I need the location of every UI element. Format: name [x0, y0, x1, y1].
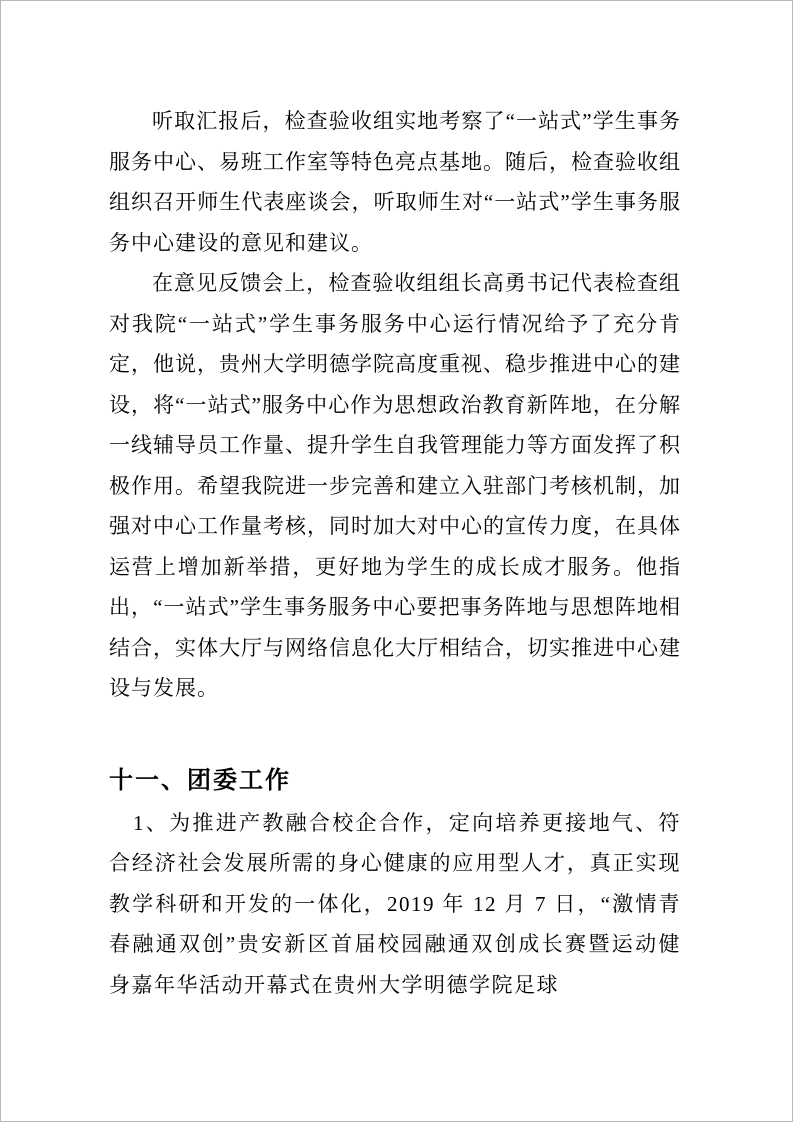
paragraph-industry-education-item-1: 1、为推进产教融合校企合作，定向培养更接地气、符合经济社会发展所需的身心健康的应用型人才，真正实现教学科研和开发的一体化，2019 年 12 月 7 日，“激情青春融通双创”贵安新区首届校园融通双创成长赛暨运动健身嘉年华活动开幕式在贵州大学明德学院足球	[109, 810, 681, 997]
document-content	[109, 101, 681, 1005]
paragraph-inspection-visit: 听取汇报后，检查验收组实地考察了“一站式”学生事务服务中心、易班工作室等特色亮点基地。随后，检查验收组组织召开师生代表座谈会，听取师生对“一站式”学生事务服务中心建设的意见和建议。	[109, 109, 681, 255]
paragraph-feedback-meeting: 在意见反馈会上，检查验收组组长高勇书记代表检查组对我院“一站式”学生事务服务中心运行情况给予了充分肯定，他说，贵州大学明德学院高度重视、稳步推进中心的建设，将“一站式”服务中心作为思想政治教育新阵地，在分解一线辅导员工作量、提升学生自我管理能力等方面发挥了积极作用。希望我院进一步完善和建立入驻部门考核机制，加强对中心工作量考核，同时加大对中心的宣传力度，在具体运营上增加新举措，更好地为学生的成长成才服务。他指出，“一站式”学生事务服务中心要把事务阵地与思想阵地相结合，实体大厅与网络信息化大厅相结合，切实推进中心建设与发展。	[109, 271, 681, 700]
section-heading-youth-league-work: 十一、团委工作	[109, 766, 291, 794]
